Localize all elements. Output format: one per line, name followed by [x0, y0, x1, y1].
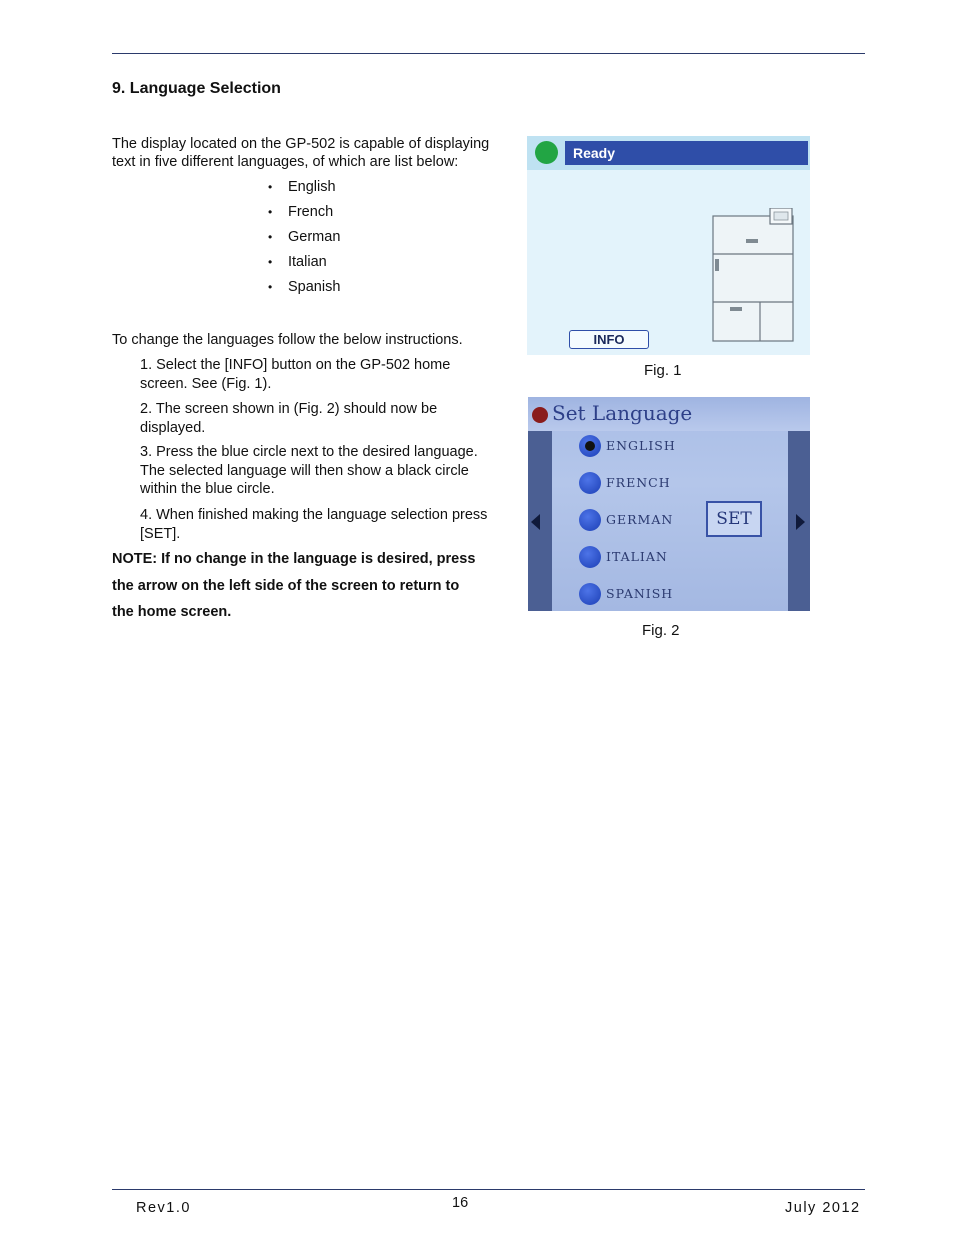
intro-line-1: The display located on the GP-502 is capable of displaying [112, 136, 490, 152]
info-button[interactable]: INFO [569, 330, 649, 349]
status-dot-icon [535, 141, 558, 164]
note-line-2: the arrow on the left side of the screen to return to [112, 577, 460, 594]
note-line-3: the home screen. [112, 604, 232, 620]
radio-german[interactable] [579, 509, 601, 531]
step-3-line-1: 3. Press the blue circle next to the desired language. [140, 444, 478, 460]
back-arrow-icon[interactable] [531, 514, 540, 530]
step-4 [140, 506, 520, 543]
step-4-line-2: [SET]. [140, 525, 181, 542]
footer-revision: Rev1.0 [136, 1200, 191, 1216]
step-2-line-1: 2. The screen shown in (Fig. 2) should now be [140, 401, 438, 417]
list-item: • Italian [268, 252, 340, 277]
radio-english[interactable] [579, 435, 601, 457]
footer-page-number: 16 [452, 1195, 469, 1211]
set-button[interactable]: SET [706, 501, 762, 537]
list-item: • French [268, 202, 340, 227]
radio-spanish[interactable] [579, 583, 601, 605]
list-item: • Spanish [268, 277, 340, 302]
header-rule [112, 53, 865, 54]
intro-line-2: text in five different languages, of which are list below: [112, 154, 459, 170]
step-4-line-1: 4. When finished making the language selection press [140, 507, 488, 523]
radio-italian[interactable] [579, 546, 601, 568]
forward-arrow-icon[interactable] [796, 514, 805, 530]
language-label: FRENCH [606, 475, 671, 490]
footer-rule [112, 1189, 865, 1190]
fig1-home-screen [527, 136, 810, 355]
language-list [268, 177, 340, 302]
section-heading: 9. Language Selection [112, 80, 281, 97]
step-1-line-2: screen. See (Fig. 1). [140, 375, 272, 392]
intro-paragraph [112, 135, 522, 171]
note-line-1: NOTE: If no change in the language is desired, press [112, 551, 476, 567]
note-paragraph [112, 546, 522, 626]
fig1-caption: Fig. 1 [644, 362, 682, 379]
language-label: ITALIAN [606, 549, 668, 564]
status-text: Ready [565, 141, 808, 165]
step-1-line-1: 1. Select the [INFO] button on the GP-502 home [140, 357, 451, 373]
footer-date: July 2012 [785, 1200, 861, 1216]
step-2-line-2: displayed. [140, 419, 206, 436]
radio-french[interactable] [579, 472, 601, 494]
instructions-intro: To change the languages follow the below instructions. [112, 332, 463, 348]
fig2-caption: Fig. 2 [642, 622, 680, 639]
fig2-set-language-screen [528, 397, 810, 611]
language-label: GERMAN [606, 512, 674, 527]
step-2 [140, 400, 520, 437]
language-label: SPANISH [606, 586, 674, 601]
set-language-title: Set Language [552, 401, 693, 425]
title-dot-icon [532, 407, 548, 423]
list-item: • English [268, 177, 340, 202]
selected-dot-icon [585, 441, 595, 451]
list-item: • German [268, 227, 340, 252]
step-3 [140, 443, 520, 499]
step-3-line-3: within the blue circle. [140, 481, 275, 497]
step-3-line-2: The selected language will then show a black circle [140, 462, 469, 479]
step-1 [140, 356, 520, 393]
printer-icon [712, 208, 796, 342]
language-label: ENGLISH [606, 438, 676, 453]
